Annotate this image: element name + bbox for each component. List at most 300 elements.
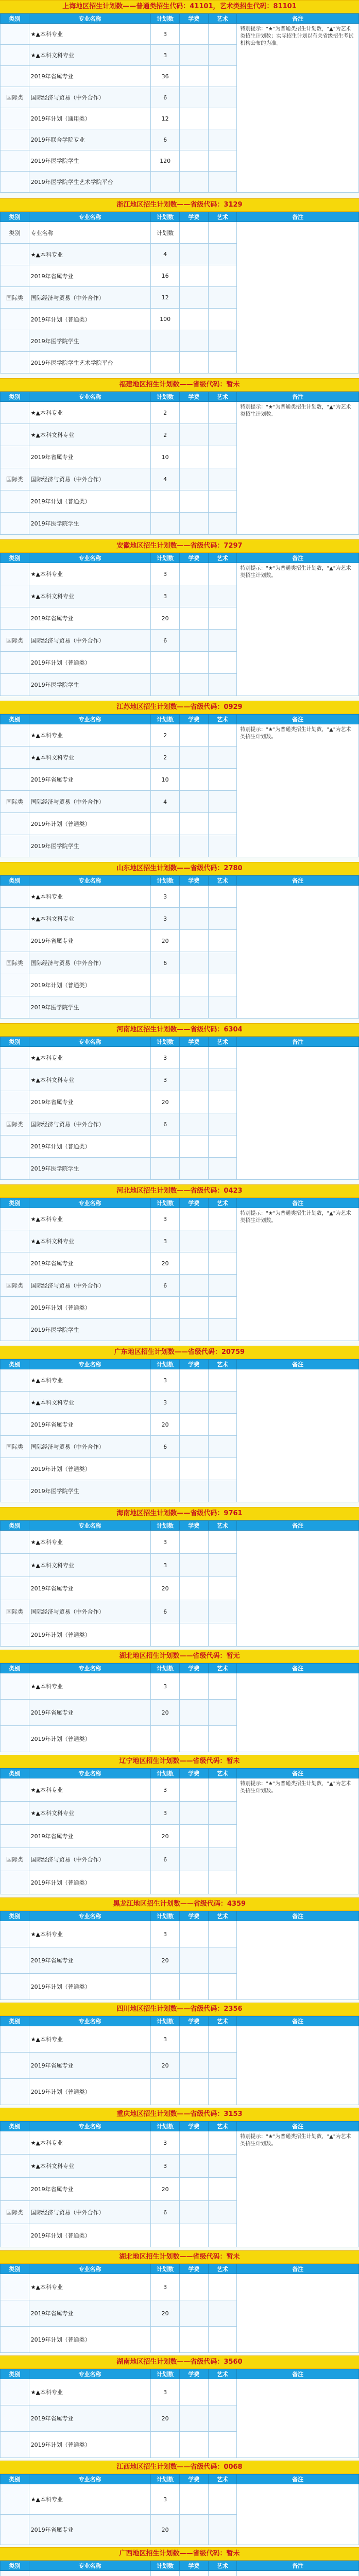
header-major: 专业名称 (29, 1521, 151, 1531)
art-cell (208, 1414, 237, 1436)
category-cell (1, 265, 29, 287)
header-art: 艺术 (208, 2122, 237, 2131)
header-tuition: 学费 (179, 2369, 208, 2379)
tuition-cell (179, 150, 208, 172)
art-cell (208, 45, 237, 66)
plan-cell: 20 (151, 2178, 180, 2201)
art-cell (208, 513, 237, 535)
table-row (1, 886, 359, 908)
note-cell: 特别提示："★"为普通类招生计划数，"▲"为艺术类招生计划数。 (237, 563, 359, 696)
category-cell (1, 1158, 29, 1180)
header-tuition: 学费 (179, 876, 208, 886)
tuition-cell (179, 974, 208, 996)
plan-cell: 3 (151, 2379, 180, 2405)
plan-cell: 3 (151, 886, 180, 908)
art-cell (208, 908, 237, 930)
header-major: 专业名称 (29, 2016, 151, 2026)
plan-cell: 3 (151, 2155, 180, 2178)
plan-cell: 2 (151, 402, 180, 424)
category-cell (1, 424, 29, 446)
art-cell (208, 2079, 237, 2105)
plan-cell: 3 (151, 45, 180, 66)
major-cell: 2019年省属专业 (29, 1091, 151, 1113)
header-category: 类别 (1, 553, 29, 563)
major-cell: 2019年省属专业 (29, 930, 151, 952)
header-art: 艺术 (208, 715, 237, 724)
plan-cell: 4 (151, 791, 180, 813)
category-cell (1, 513, 29, 535)
plan-cell (151, 1623, 180, 1647)
major-cell: 2019年计划（普通类） (29, 2432, 151, 2458)
note-cell: 特别提示："★"为普通类招生计划数，"▲"为艺术类招生计划数。 (237, 724, 359, 857)
header-note: 备注 (237, 2369, 359, 2379)
art-cell (208, 674, 237, 696)
plan-cell (151, 352, 180, 374)
table-row (1, 1921, 359, 1947)
major-cell: 2019年省属专业 (29, 1414, 151, 1436)
art-cell (208, 1921, 237, 1947)
table-header-row (1, 2264, 359, 2274)
art-cell (208, 1825, 237, 1848)
art-cell (208, 1623, 237, 1647)
category-cell (1, 2300, 29, 2327)
major-cell (29, 2571, 151, 2576)
tuition-cell (179, 1825, 208, 1848)
note-cell (237, 2274, 359, 2353)
art-cell (208, 330, 237, 352)
header-note: 备注 (237, 553, 359, 563)
major-cell: ★▲本科文科专业 (29, 1802, 151, 1825)
plan-cell (151, 1974, 180, 2000)
note-cell (237, 2571, 359, 2576)
header-category: 类别 (1, 1769, 29, 1778)
plan-table (0, 1359, 359, 1502)
tuition-cell (179, 607, 208, 630)
major-cell: 2019年医学院学生 (29, 1480, 151, 1502)
category-cell (1, 1319, 29, 1341)
tuition-cell (179, 563, 208, 585)
note-cell (237, 222, 359, 374)
art-cell (208, 2053, 237, 2079)
plan-cell: 6 (151, 1113, 180, 1136)
plan-table (0, 714, 359, 857)
header-art: 艺术 (208, 1360, 237, 1369)
header-major: 专业名称 (29, 2475, 151, 2484)
header-tuition: 学费 (179, 1521, 208, 1531)
category-cell (1, 2432, 29, 2458)
header-major: 专业名称 (29, 212, 151, 222)
header-note: 备注 (237, 1769, 359, 1778)
art-cell (208, 1297, 237, 1319)
art-cell (208, 108, 237, 129)
plan-cell (151, 1136, 180, 1158)
art-cell (208, 352, 237, 374)
plan-table-wrap (0, 1520, 359, 1650)
major-cell: 2019年医学院学生 (29, 513, 151, 535)
header-category: 类别 (1, 14, 29, 24)
category-cell (1, 652, 29, 674)
header-category: 类别 (1, 1198, 29, 1208)
plan-cell: 12 (151, 108, 180, 129)
plan-table (0, 1768, 359, 1894)
header-major: 专业名称 (29, 2369, 151, 2379)
tuition-cell (179, 1158, 208, 1180)
art-cell (208, 287, 237, 309)
category-cell (1, 1369, 29, 1392)
note-cell (237, 2026, 359, 2105)
major-cell: 2019年省属专业 (29, 446, 151, 468)
category-cell (1, 747, 29, 769)
tuition-cell (179, 930, 208, 952)
plan-cell (151, 1458, 180, 1480)
header-major: 专业名称 (29, 553, 151, 563)
header-major: 专业名称 (29, 1037, 151, 1047)
tuition-cell (179, 87, 208, 108)
header-note: 备注 (237, 1198, 359, 1208)
tuition-cell (179, 468, 208, 490)
header-tuition: 学费 (179, 1198, 208, 1208)
table-row (1, 222, 359, 244)
table-row (1, 1673, 359, 1700)
category-cell (1, 2484, 29, 2515)
tuition-cell (179, 1802, 208, 1825)
header-category: 类别 (1, 2369, 29, 2379)
table-row (1, 2484, 359, 2515)
plan-cell: 3 (151, 1554, 180, 1577)
category-cell (1, 1726, 29, 1752)
plan-table (0, 553, 359, 696)
major-cell: ★▲本科专业 (29, 1369, 151, 1392)
header-tuition: 学费 (179, 392, 208, 402)
art-cell (208, 607, 237, 630)
category-cell (1, 1554, 29, 1577)
plan-cell: 20 (151, 2405, 180, 2432)
category-cell (1, 2026, 29, 2053)
major-cell: 2019年省属专业 (29, 1825, 151, 1848)
table-header-row (1, 2475, 359, 2484)
plan-cell: 3 (151, 1921, 180, 1947)
plan-cell (151, 330, 180, 352)
table-row (1, 1369, 359, 1392)
tuition-cell (179, 2131, 208, 2155)
tuition-cell (179, 1554, 208, 1577)
category-cell (1, 1480, 29, 1502)
plan-cell: 20 (151, 2053, 180, 2079)
header-note: 备注 (237, 1037, 359, 1047)
plan-cell: 4 (151, 244, 180, 265)
major-cell: 2019年联合学院专业 (29, 129, 151, 150)
art-cell (208, 1778, 237, 1802)
plan-table-wrap (0, 2474, 359, 2547)
art-cell (208, 974, 237, 996)
header-note: 备注 (237, 2264, 359, 2274)
major-cell: 2019年计划（普通类） (29, 309, 151, 330)
plan-cell: 2 (151, 424, 180, 446)
region-title: 广西地区招生计划数——省级代码：暂未 (0, 2547, 359, 2561)
plan-cell: 3 (151, 1047, 180, 1069)
tuition-cell (179, 908, 208, 930)
plan-cell: 3 (151, 2131, 180, 2155)
plan-cell: 6 (151, 630, 180, 652)
category-cell (1, 1252, 29, 1275)
header-category: 类别 (1, 1521, 29, 1531)
header-art: 艺术 (208, 2475, 237, 2484)
header-plan: 计划数 (151, 2475, 180, 2484)
region-section (0, 2108, 359, 2251)
header-plan: 计划数 (151, 715, 180, 724)
major-cell: ★▲本科文科专业 (29, 1554, 151, 1577)
header-plan: 计划数 (151, 2264, 180, 2274)
header-major: 专业名称 (29, 2264, 151, 2274)
art-cell (208, 1230, 237, 1252)
tuition-cell (179, 45, 208, 66)
note-cell (237, 1673, 359, 1752)
plan-cell: 6 (151, 1600, 180, 1623)
category-cell (1, 1825, 29, 1848)
category-cell (1, 150, 29, 172)
region-title: 湖北地区招生计划数——省级代码：暂无 (0, 1650, 359, 1663)
major-cell: ★▲本科文科专业 (29, 747, 151, 769)
note-cell: 特别提示："★"为普通类招生计划数，"▲"为艺术类招生计划数；实际招生计划以有关省级招生考试机构公布的为准。 (237, 24, 359, 193)
major-cell: 国际经济与贸易（中外合作） (29, 287, 151, 309)
tuition-cell (179, 2432, 208, 2458)
plan-table-wrap (0, 2264, 359, 2355)
region-section (0, 862, 359, 1024)
plan-cell: 20 (151, 2515, 180, 2545)
major-cell: 2019年省属专业 (29, 2178, 151, 2201)
art-cell (208, 2131, 237, 2155)
table-header-row (1, 553, 359, 563)
table-header-row (1, 1769, 359, 1778)
tuition-cell (179, 24, 208, 45)
category-cell (1, 446, 29, 468)
art-cell (208, 1673, 237, 1700)
art-cell (208, 585, 237, 607)
category-cell (1, 1091, 29, 1113)
major-cell: ★▲本科专业 (29, 1208, 151, 1230)
tuition-cell (179, 996, 208, 1019)
major-cell: 国际经济与贸易（中外合作） (29, 1113, 151, 1136)
category-cell (1, 908, 29, 930)
plan-cell (151, 2224, 180, 2247)
plan-table (0, 2369, 359, 2458)
tuition-cell (179, 1458, 208, 1480)
header-major: 专业名称 (29, 1360, 151, 1369)
art-cell (208, 1802, 237, 1825)
plan-cell (151, 490, 180, 513)
plan-cell: 20 (151, 607, 180, 630)
plan-table (0, 1520, 359, 1647)
region-title: 河南地区招生计划数——省级代码：6304 (0, 1023, 359, 1037)
category-cell (1, 1230, 29, 1252)
header-category: 类别 (1, 2264, 29, 2274)
tuition-cell (179, 265, 208, 287)
tuition-cell (179, 1673, 208, 1700)
plan-cell: 3 (151, 2484, 180, 2515)
category-cell: 国际类 (1, 791, 29, 813)
category-cell: 类别 (1, 222, 29, 244)
plan-table (0, 1198, 359, 1341)
plan-cell: 3 (151, 1069, 180, 1091)
art-cell (208, 468, 237, 490)
major-cell: 2019年省属专业 (29, 1947, 151, 1974)
header-art: 艺术 (208, 1521, 237, 1531)
major-cell: 2019年省属专业 (29, 769, 151, 791)
category-cell (1, 813, 29, 835)
tuition-cell (179, 1091, 208, 1113)
tuition-cell (179, 2300, 208, 2327)
plan-cell: 3 (151, 1208, 180, 1230)
major-cell: 2019年计划（普通类） (29, 2224, 151, 2247)
header-category: 类别 (1, 212, 29, 222)
note-cell: 特别提示："★"为普通类招生计划数，"▲"为艺术类招生计划数。 (237, 402, 359, 535)
major-cell: 国际经济与贸易（中外合作） (29, 952, 151, 974)
tuition-cell (179, 2484, 208, 2515)
header-note: 备注 (237, 2475, 359, 2484)
header-category: 类别 (1, 1037, 29, 1047)
tuition-cell (179, 2571, 208, 2576)
header-tuition: 学费 (179, 1037, 208, 1047)
table-header-row (1, 1911, 359, 1921)
major-cell: 2019年医学院学生艺术学院平台 (29, 352, 151, 374)
header-category: 类别 (1, 1664, 29, 1673)
art-cell (208, 1319, 237, 1341)
tuition-cell (179, 2026, 208, 2053)
category-cell (1, 1623, 29, 1647)
plan-table-wrap (0, 1663, 359, 1755)
tuition-cell (179, 1480, 208, 1502)
art-cell (208, 1047, 237, 1069)
major-cell: 国际经济与贸易（中外合作） (29, 1436, 151, 1458)
art-cell (208, 2026, 237, 2053)
category-cell (1, 835, 29, 857)
plan-cell: 36 (151, 66, 180, 87)
header-art: 艺术 (208, 1664, 237, 1673)
region-title: 山东地区招生计划数——省级代码：2780 (0, 862, 359, 875)
tuition-cell (179, 424, 208, 446)
note-cell (237, 1921, 359, 2000)
plan-table-wrap (0, 392, 359, 539)
tuition-cell (179, 2224, 208, 2247)
category-cell (1, 996, 29, 1019)
header-tuition: 学费 (179, 715, 208, 724)
major-cell: 2019年省属专业 (29, 1252, 151, 1275)
header-note: 备注 (237, 14, 359, 24)
art-cell (208, 2300, 237, 2327)
plan-table (0, 875, 359, 1019)
plan-cell (151, 652, 180, 674)
category-cell (1, 129, 29, 150)
header-plan: 计划数 (151, 1911, 180, 1921)
major-cell: ★▲本科专业 (29, 1673, 151, 1700)
header-note: 备注 (237, 2561, 359, 2571)
header-note: 备注 (237, 1911, 359, 1921)
major-cell: 2019年省属专业 (29, 265, 151, 287)
tuition-cell (179, 129, 208, 150)
tuition-cell (179, 1600, 208, 1623)
header-category: 类别 (1, 392, 29, 402)
plan-cell: 3 (151, 2026, 180, 2053)
tuition-cell (179, 1414, 208, 1436)
tuition-cell (179, 108, 208, 129)
category-cell: 国际类 (1, 468, 29, 490)
table-row (1, 1047, 359, 1069)
region-title: 江西地区招生计划数——省级代码：0068 (0, 2461, 359, 2474)
major-cell: 2019年医学院学生 (29, 330, 151, 352)
table-row (1, 563, 359, 585)
plan-cell: 3 (151, 1392, 180, 1414)
plan-cell: 20 (151, 930, 180, 952)
tuition-cell (179, 1848, 208, 1871)
category-cell (1, 1577, 29, 1600)
header-art: 艺术 (208, 876, 237, 886)
category-cell (1, 930, 29, 952)
art-cell (208, 244, 237, 265)
art-cell (208, 1480, 237, 1502)
art-cell (208, 2155, 237, 2178)
plan-cell: 20 (151, 1091, 180, 1113)
header-category: 类别 (1, 2122, 29, 2131)
major-cell: 国际经济与贸易（中外合作） (29, 1600, 151, 1623)
tuition-cell (179, 330, 208, 352)
art-cell (208, 1458, 237, 1480)
plan-table (0, 1663, 359, 1752)
major-cell: ★▲本科专业 (29, 2026, 151, 2053)
plan-cell: 120 (151, 150, 180, 172)
header-note: 备注 (237, 1664, 359, 1673)
art-cell (208, 1208, 237, 1230)
header-note: 备注 (237, 715, 359, 724)
region-title: 福建地区招生计划数——省级代码：暂未 (0, 378, 359, 392)
major-cell: ★▲本科文科专业 (29, 1392, 151, 1414)
category-cell: 国际类 (1, 2201, 29, 2224)
major-cell: ★▲本科文科专业 (29, 45, 151, 66)
header-plan: 计划数 (151, 553, 180, 563)
category-cell (1, 585, 29, 607)
header-tuition: 学费 (179, 2016, 208, 2026)
major-cell: 2019年医学院学生 (29, 150, 151, 172)
tuition-cell (179, 222, 208, 244)
plan-cell: 4 (151, 468, 180, 490)
art-cell (208, 2178, 237, 2201)
header-art: 艺术 (208, 1911, 237, 1921)
table-row (1, 2274, 359, 2300)
plan-cell: 3 (151, 1369, 180, 1392)
category-cell (1, 1947, 29, 1974)
category-cell (1, 24, 29, 45)
region-title: 浙江地区招生计划数——省级代码：3129 (0, 198, 359, 212)
table-row (1, 2571, 359, 2576)
region-section (0, 2547, 359, 2576)
category-cell (1, 1392, 29, 1414)
header-major: 专业名称 (29, 1911, 151, 1921)
category-cell: 国际类 (1, 1113, 29, 1136)
header-tuition: 学费 (179, 2122, 208, 2131)
category-cell (1, 607, 29, 630)
header-category: 类别 (1, 715, 29, 724)
table-header-row (1, 2122, 359, 2131)
region-section (0, 198, 359, 379)
art-cell (208, 813, 237, 835)
region-title: 广东地区招生计划数——省级代码：20759 (0, 1346, 359, 1359)
major-cell: 2019年计划（普通类） (29, 1297, 151, 1319)
tuition-cell (179, 1113, 208, 1136)
art-cell (208, 747, 237, 769)
table-header-row (1, 1360, 359, 1369)
plan-cell: 10 (151, 446, 180, 468)
category-cell (1, 1921, 29, 1947)
region-title: 四川地区招生计划数——省级代码：2356 (0, 2003, 359, 2016)
